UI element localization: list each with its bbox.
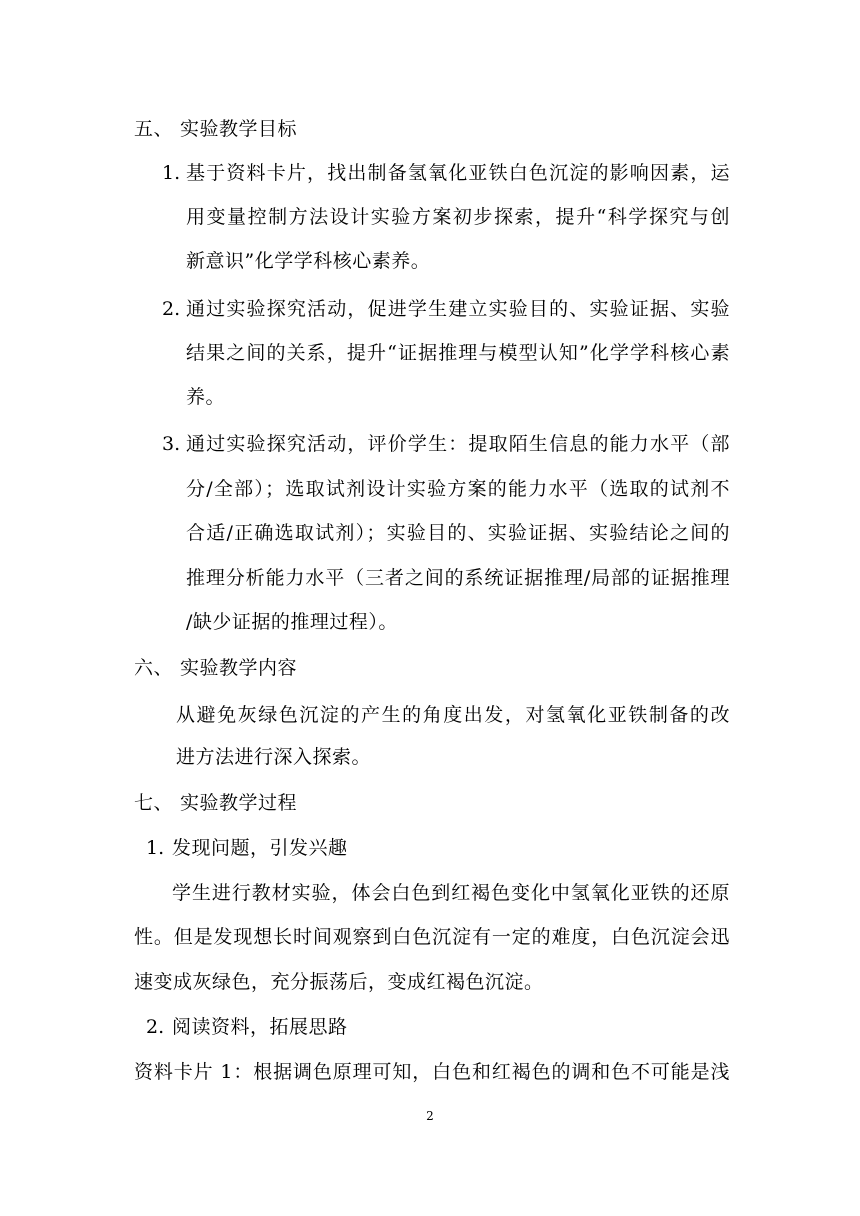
data-card-1-line: 资料卡片 1：根据调色原理可知，白色和红褐色的调和色不可能是浅	[134, 1061, 730, 1083]
section-6-line-2: 进方法进行深入探索。	[176, 746, 372, 768]
goal-2-line-2: 结果之间的关系，提升“证据推理与模型认知”化学学科核心素	[186, 342, 730, 364]
goal-3-line-4: 推理分析能力水平（三者之间的系统证据推理/局部的证据推理	[186, 567, 730, 589]
goal-1-line-3: 新意识”化学学科核心素养。	[186, 250, 431, 272]
goal-2-line-1: 通过实验探究活动，促进学生建立实验目的、实验证据、实验	[186, 298, 730, 320]
process-1-number: 1.	[146, 837, 165, 859]
section-6-line-1: 从避免灰绿色沉淀的产生的角度出发，对氢氧化亚铁制备的改	[176, 704, 730, 726]
section-6-title: 实验教学内容	[180, 657, 298, 679]
process-2-number: 2.	[146, 1016, 165, 1038]
process-1-line-3: 速变成灰绿色，充分振荡后，变成红褐色沉淀。	[134, 971, 544, 993]
section-7-title: 实验教学过程	[180, 792, 298, 814]
section-5-number: 五、	[134, 118, 174, 140]
goal-1-line-2: 用变量控制方法设计实验方案初步探索，提升“科学探究与创	[186, 206, 730, 228]
section-6-heading	[134, 656, 297, 680]
section-5-heading	[134, 117, 297, 141]
goal-1-number: 1.	[162, 162, 181, 184]
goal-3-line-5: /缺少证据的推理过程）。	[186, 611, 398, 633]
goal-1-line-1: 基于资料卡片，找出制备氢氧化亚铁白色沉淀的影响因素，运	[186, 162, 730, 184]
goal-3-line-1: 通过实验探究活动，评价学生：提取陌生信息的能力水平（部	[186, 433, 730, 455]
goal-2-line-3: 养。	[186, 386, 226, 408]
goal-3-line-2: 分/全部）；选取试剂设计实验方案的能力水平（选取的试剂不	[186, 478, 730, 500]
section-7-heading	[134, 791, 297, 815]
process-2-title: 阅读资料，拓展思路	[172, 1016, 348, 1038]
process-1-title: 发现问题，引发兴趣	[172, 837, 348, 859]
goal-3-line-3: 合适/正确选取试剂）；实验目的、实验证据、实验结论之间的	[186, 522, 730, 544]
goal-3-number: 3.	[162, 433, 181, 455]
page-number: 2	[426, 1109, 434, 1123]
goal-2-number: 2.	[162, 298, 181, 320]
process-1-line-2: 性。但是发现想长时间观察到白色沉淀有一定的难度，白色沉淀会迅	[134, 926, 730, 948]
section-5-title: 实验教学目标	[180, 118, 298, 140]
section-7-number: 七、	[134, 792, 174, 814]
process-1-line-1: 学生进行教材实验，体会白色到红褐色变化中氢氧化亚铁的还原	[172, 882, 730, 904]
section-6-number: 六、	[134, 657, 174, 679]
